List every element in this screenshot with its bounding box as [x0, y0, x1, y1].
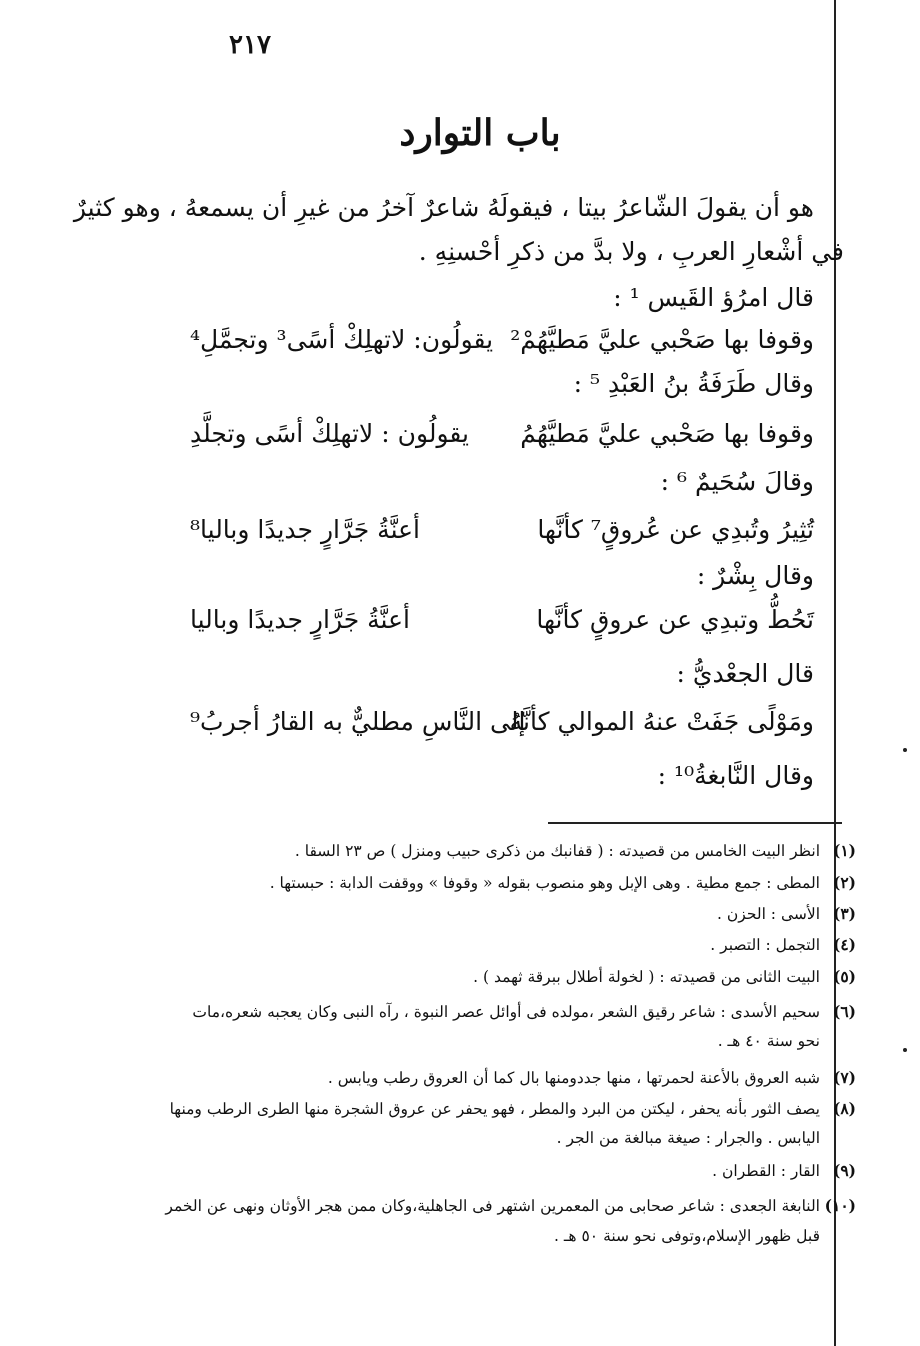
footnote-text: سحيم الأسدى : شاعر رقيق الشعر ،مولده فى أوائل عصر النبوة ، رآه النبى وكان يعجبه شعره،مات [192, 1003, 820, 1021]
footnote-number: (٥) [832, 967, 856, 986]
footnote-text: النابغة الجعدى : شاعر صحابى من المعمرين اشتهر فى الجاهلية،وكان ممن هجر الأوثان ونهى عن الخمر [165, 1197, 820, 1215]
footnote-text: المطى : جمع مطية . وهى الإبل وهو منصوب بقوله « وقوفا » ووقفت الدابة : حبستها . [269, 874, 820, 892]
verse-second-hemistich: أعنَّةُ جَرَّارٍ جديدًا وباليا [190, 605, 410, 634]
footnote-number: (٦) [832, 1002, 856, 1021]
footnote-text: نحو سنة ٤٠ هـ . [717, 1032, 820, 1050]
footnote [136, 836, 856, 866]
footnote [136, 1063, 856, 1093]
footnote-separator [548, 822, 842, 824]
footnote-continuation [136, 1222, 856, 1251]
footnote-number: (٤) [832, 935, 856, 954]
footnote-text: قبل ظهور الإسلام،وتوفى نحو سنة ٥٠ هـ . [553, 1227, 820, 1245]
footnote-number: (٢) [832, 873, 856, 892]
footnote-text: اليابس . والجرار : صيغة مبالغة من الجر . [556, 1129, 820, 1147]
verse-second-hemistich: أعنَّةُ جَرَّارٍ جديدًا وباليا⁸ [190, 515, 420, 544]
margin-mark [903, 1048, 907, 1052]
poet-attribution: وقالَ سُحَيمٌ ⁶ : [660, 467, 814, 496]
footnote-text: التجمل : التصبر . [710, 936, 820, 954]
intro-line: في أشْعارِ العربِ ، ولا بدَّ من ذكرِ أحْسنِهِ . [418, 237, 844, 266]
poet-attribution: وقال بِشْرٌ : [696, 561, 814, 590]
footnote-number: (٧) [832, 1068, 856, 1087]
footnote-number: (٣) [832, 904, 856, 923]
footnote [136, 1156, 856, 1186]
chapter-title: باب التوارد [399, 112, 561, 154]
footnote-continuation [136, 1027, 856, 1056]
verse-first-hemistich: ومَوْلًى جَفَتْ عنهُ الموالي كأنَّهُ [509, 707, 814, 736]
poet-attribution: قال امرُؤ القَيس ¹ : [613, 283, 814, 312]
verse-second-hemistich: إلى النَّاسِ مطليٌّ به القارُ أجربُ⁹ [190, 707, 526, 736]
footnote-continuation [136, 1124, 856, 1153]
verse-first-hemistich: تُثِيرُ وتُبدِي عن عُروقٍ⁷ كأنَّها [537, 515, 814, 544]
intro-line: هو أن يقولَ الشّاعرُ بيتا ، فيقولَهُ شاعرٌ آخرُ من غيرِ أن يسمعهُ ، وهو كثيرٌ [73, 193, 814, 222]
poet-attribution: وقال النَّابغةُ¹⁰ : [657, 761, 814, 790]
footnote-text: البيت الثانى من قصيدته : ( لخولة أطلال ببرقة ثهمد ) . [473, 968, 820, 986]
footnote-number: (١٠) [824, 1196, 856, 1215]
footnote-text: الأسى : الحزن . [717, 905, 820, 923]
footnote-text: شبه العروق بالأعنة لحمرتها ، منها جددومنها بال كما أن العروق رطب ويابس . [327, 1069, 820, 1087]
verse-first-hemistich: وقوفا بها صَحْبي عليَّ مَطيَّهُمْ² [510, 325, 814, 354]
page-number: ٢١٧ [229, 30, 271, 60]
footnote [136, 1094, 856, 1124]
footnote-number: (٩) [832, 1161, 856, 1180]
footnote-text: القار : القطران . [712, 1162, 820, 1180]
verse-first-hemistich: تَحُطُّ وتبدِي عن عروقٍ كأنَّها [536, 605, 814, 634]
footnote-number: (١) [832, 841, 856, 860]
poet-attribution: قال الجعْديُّ : [676, 659, 814, 688]
footnote [136, 899, 856, 929]
footnote [136, 868, 856, 898]
verse-second-hemistich: يقولُون : لاتهلِكْ أسًى وتجلَّدِ [190, 419, 470, 448]
footnote-text: انظر البيت الخامس من قصيدته : ( قفانبك من ذكرى حبيب ومنزل ) ص ٢٣ السقا . [294, 842, 820, 860]
verse-second-hemistich: يقولُون: لاتهلِكْ أسًى³ وتجمَّلِ⁴ [190, 325, 494, 354]
footnote [136, 1191, 856, 1221]
footnote-text: يصف الثور بأنه يحفر ، ليكتن من البرد والمطر ، فهو يحفر عن عروق الشجرة منها الطرى الرطب ومنها [169, 1100, 820, 1118]
footnote [136, 930, 856, 960]
footnote [136, 962, 856, 992]
verse-first-hemistich: وقوفا بها صَحْبي عليَّ مَطيَّهُمُ [520, 419, 814, 448]
poet-attribution: وقال طَرَفَةُ بنُ العَبْدِ ⁵ : [573, 369, 814, 398]
margin-mark [903, 748, 907, 752]
footnote [136, 997, 856, 1027]
footnote-number: (٨) [832, 1099, 856, 1118]
